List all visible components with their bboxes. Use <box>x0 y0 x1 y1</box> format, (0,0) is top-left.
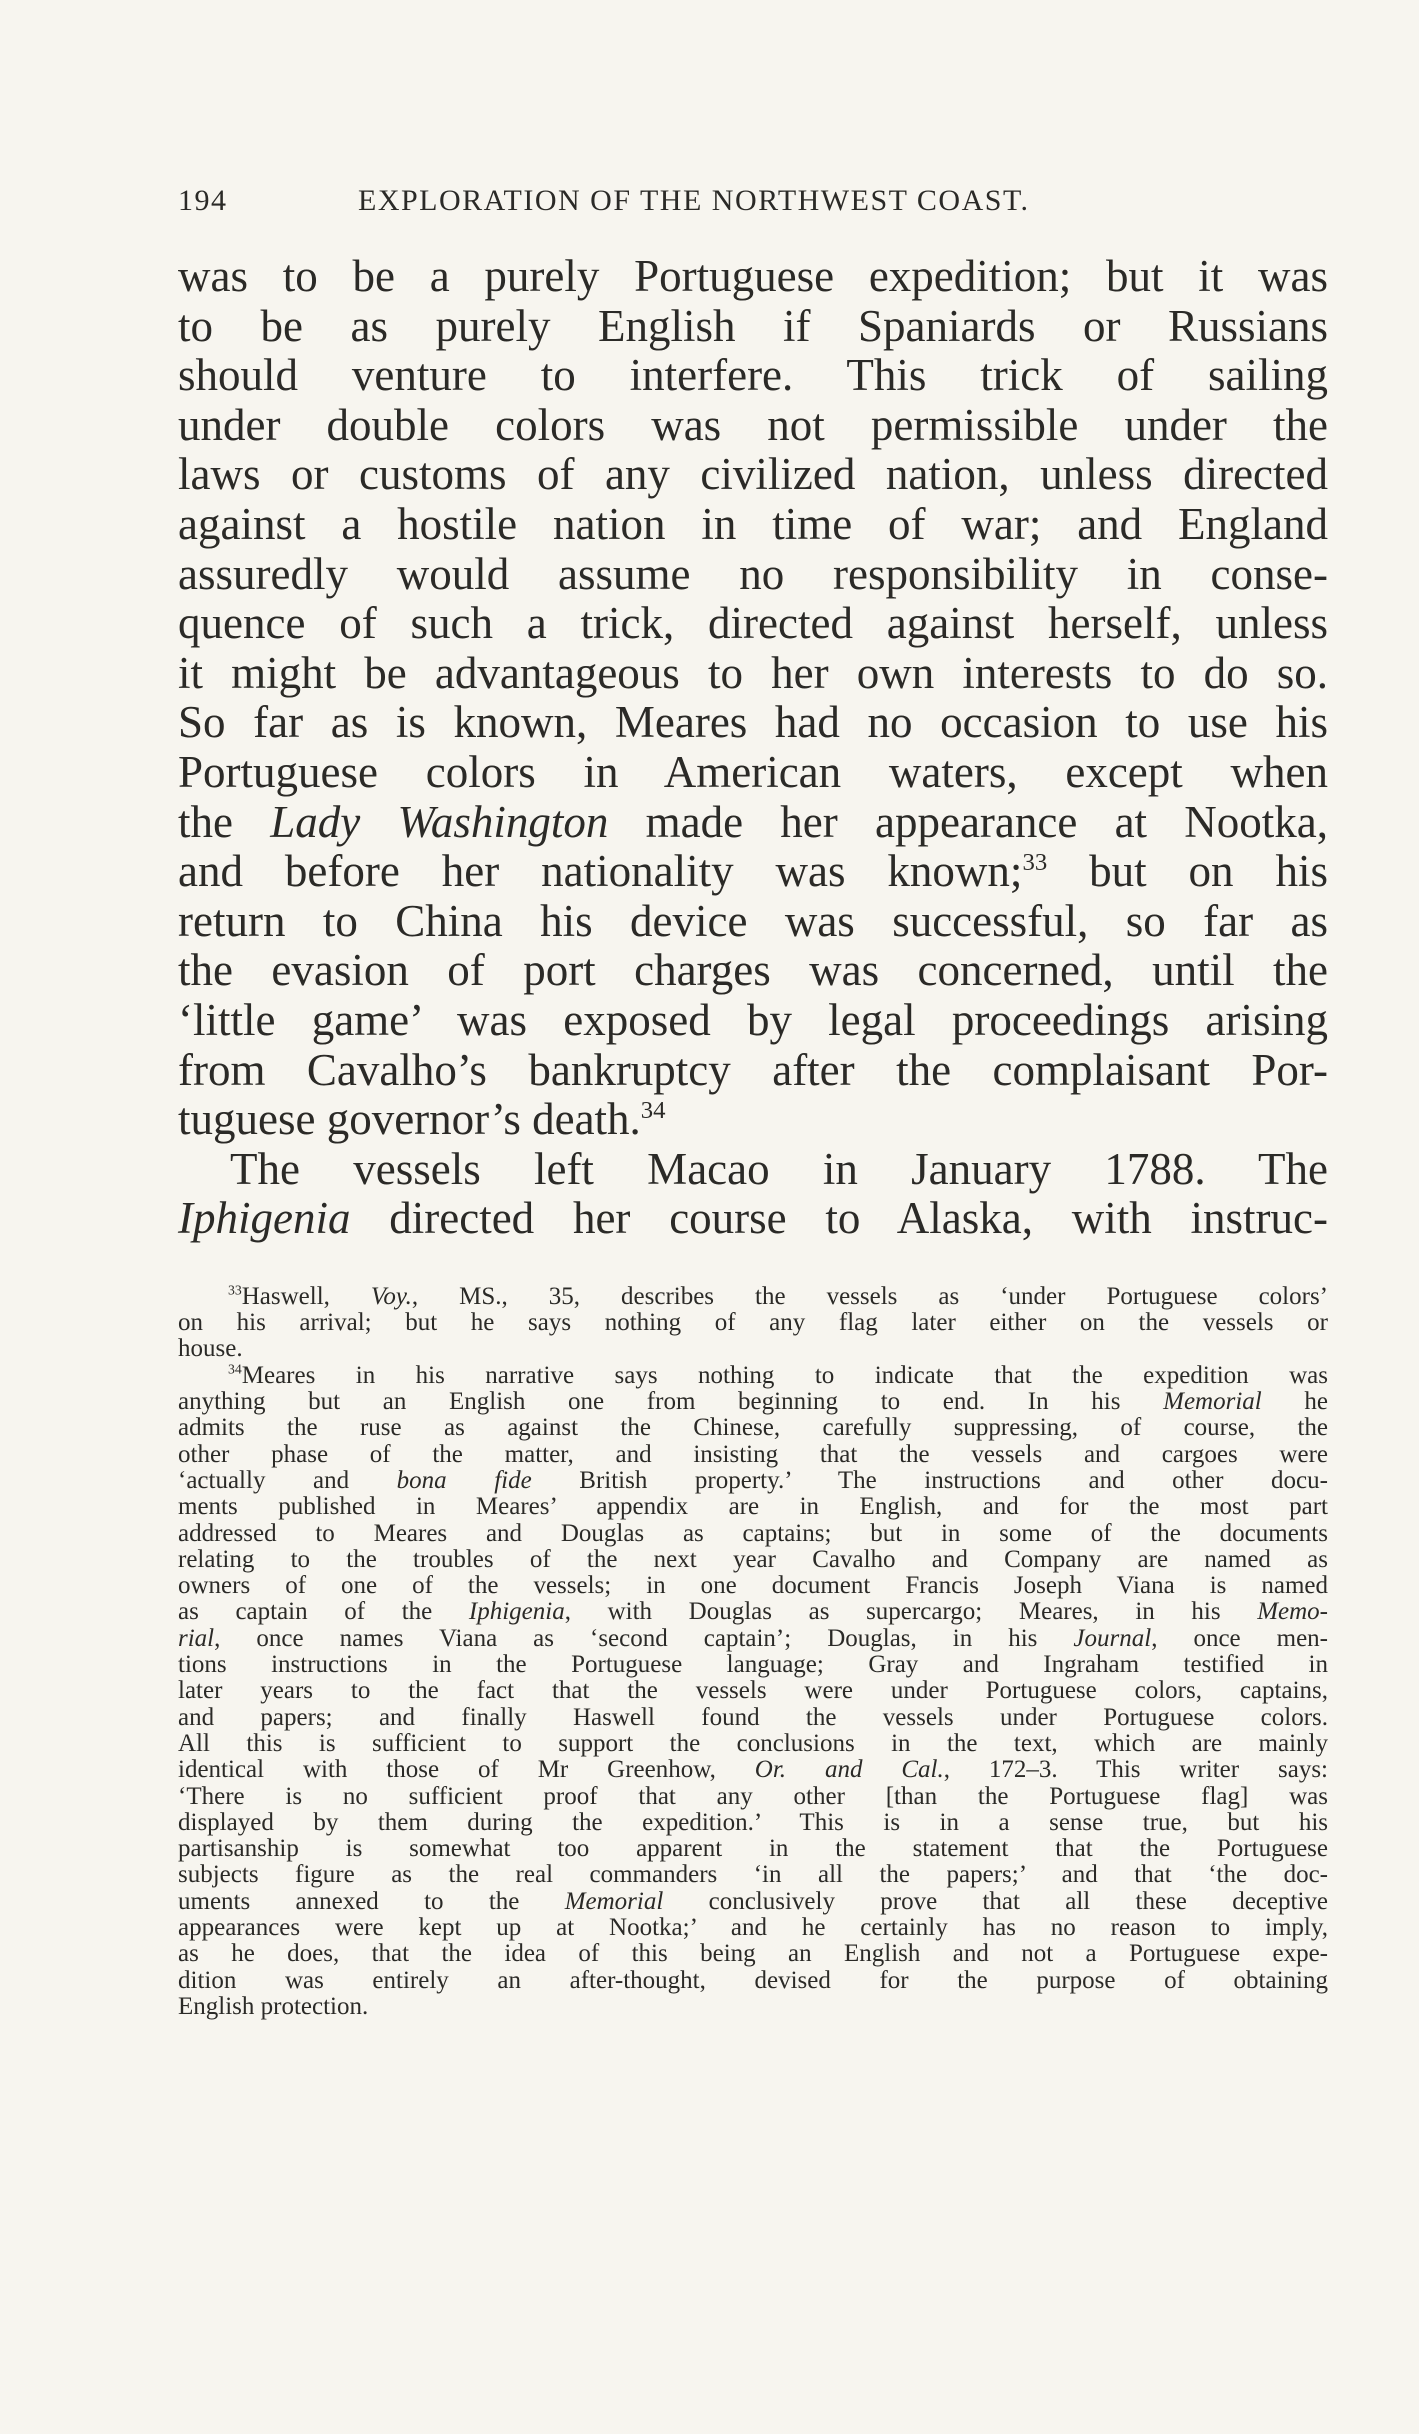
text-line: Portuguese colors in American waters, except when <box>178 746 1328 797</box>
footnote-line: $^{33}$Haswell, Voy., MS., 35, describes the vessels as ‘under Portuguese colors’ <box>228 1282 1328 1310</box>
text-line: ‘little game’ was exposed by legal proceedings arising <box>178 994 1328 1045</box>
footnote-line: English protection. <box>178 1992 369 2020</box>
text-line: Iphigenia directed her course to Alaska, with instruc- <box>178 1193 1328 1244</box>
text-line: from Cavalho’s bankruptcy after the complaisant Por- <box>178 1044 1328 1095</box>
footnote-line: ‘There is no sufficient proof that any other [than the Portuguese flag] was <box>178 1782 1328 1810</box>
text-line: was to be a purely Portuguese expedition; but it was <box>178 251 1328 301</box>
text-line: The vessels left Macao in January 1788. The <box>230 1143 1328 1194</box>
text-line: to be as purely English if Spaniards or Russians <box>178 300 1328 351</box>
footnote-line: other phase of the matter, and insisting that the vessels and cargoes were <box>178 1440 1328 1468</box>
text-line: and before her nationality was known;$^{33}$ but on his <box>178 846 1328 897</box>
footnote-line: owners of one of the vessels; in one document Francis Joseph Viana is named <box>178 1572 1328 1600</box>
main-text <box>178 252 1328 1244</box>
page-header <box>178 184 1328 234</box>
footnote-line: anything but an English one from beginning to end. In his Memorial he <box>178 1388 1328 1416</box>
footnote-line: later years to the fact that the vessels were under Portuguese colors, captains, <box>178 1677 1328 1705</box>
footnote-line: and papers; and finally Haswell found the vessels under Portuguese colors. <box>178 1703 1328 1731</box>
footnote-line: displayed by them during the expedition.’ This is in a sense true, but his <box>178 1808 1328 1836</box>
text-line: the evasion of port charges was concerned, until the <box>178 945 1328 996</box>
footnote-line: addressed to Meares and Douglas as captains; but in some of the documents <box>178 1519 1328 1547</box>
running-title: EXPLORATION OF THE NORTHWEST COAST. <box>358 184 1030 217</box>
text-line: should venture to interfere. This trick of sailing <box>178 350 1328 401</box>
footnote-line: ments published in Meares’ appendix are in English, and for the most part <box>178 1493 1328 1521</box>
text-line: the Lady Washington made her appearance at Nootka, <box>178 796 1329 847</box>
text-line: under double colors was not permissible under the <box>178 399 1328 450</box>
text-line: So far as is known, Meares had no occasion to use his <box>178 697 1328 748</box>
footnote-line: subjects figure as the real commanders ‘in all the papers;’ and that ‘the doc- <box>178 1861 1328 1889</box>
footnote-line: house. <box>178 1335 243 1363</box>
footnote-line: $^{34}$Meares in his narrative says nothing to indicate that the expedition was <box>228 1361 1328 1389</box>
text-line: quence of such a trick, directed against herself, unless <box>178 598 1328 649</box>
footnote-line: tions instructions in the Portuguese language; Gray and Ingraham testified in <box>178 1651 1328 1679</box>
text-line: return to China his device was successful, so far as <box>178 895 1328 946</box>
footnote-line: appearances were kept up at Nootka;’ and he certainly has no reason to imply, <box>178 1914 1328 1941</box>
footnote-line: on his arrival; but he says nothing of any flag later either on the vessels or <box>178 1309 1328 1337</box>
footnote-line: rial, once names Viana as ‘second captain’; Douglas, in his Journal, once men- <box>178 1624 1328 1652</box>
footnote-line: dition was entirely an after-thought, devised for the purpose of obtaining <box>178 1966 1328 1994</box>
text-line: laws or customs of any civilized nation, unless directed <box>178 449 1328 500</box>
footnote-line: as he does, that the idea of this being an English and not a Portuguese expe- <box>178 1940 1328 1968</box>
footnote-line: as captain of the Iphigenia, with Douglas as supercargo; Meares, in his Memo- <box>178 1598 1329 1626</box>
footnote-line: All this is sufficient to support the conclusions in the text, which are mainly <box>178 1729 1328 1757</box>
text-line: assuredly would assume no responsibility in conse- <box>178 548 1328 599</box>
footnote-line: uments annexed to the Memorial conclusively prove that all these deceptive <box>178 1887 1328 1915</box>
page-number: 194 <box>178 184 228 217</box>
book-page <box>178 184 1328 2020</box>
footnote-line: admits the ruse as against the Chinese, carefully suppressing, of course, the <box>178 1414 1328 1442</box>
footnote-line: ‘actually and bona fide British property.’ The instructions and other docu- <box>178 1466 1328 1494</box>
text-line: against a hostile nation in time of war; and England <box>178 498 1328 549</box>
footnote-line: identical with those of Mr Greenhow, Or. and Cal., 172–3. This writer says: <box>178 1756 1329 1784</box>
text-line: tuguese governor’s death.$^{34}$ <box>178 1094 666 1145</box>
footnote-line: partisanship is somewhat too apparent in the statement that the Portuguese <box>178 1835 1328 1863</box>
footnote-line: relating to the troubles of the next year Cavalho and Company are named as <box>178 1545 1328 1573</box>
footnotes <box>178 1284 1328 2020</box>
text-line: it might be advantageous to her own interests to do so. <box>178 647 1328 698</box>
